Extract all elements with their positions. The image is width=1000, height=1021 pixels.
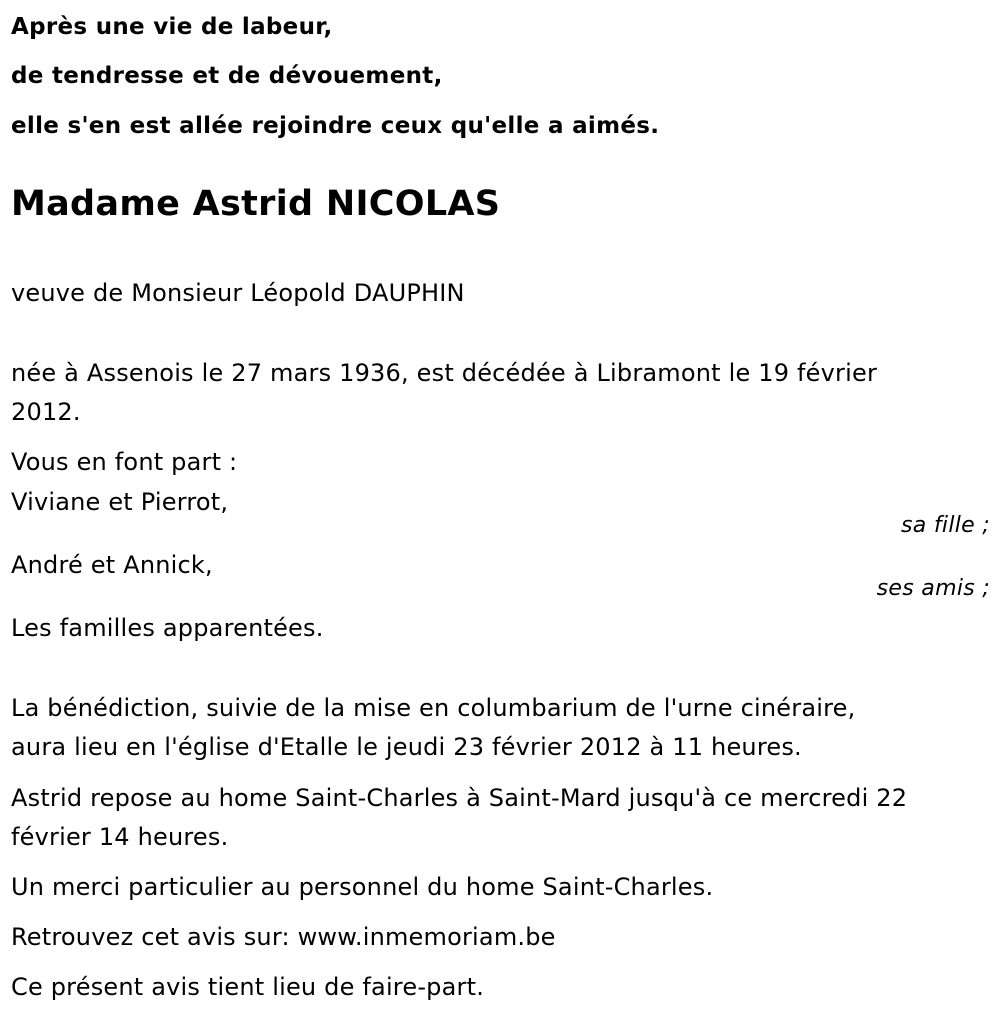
viewing-line-2: février 14 heures. [11,823,229,851]
family-relation: ses amis ; [876,576,990,601]
ceremony-line-1: La bénédiction, suivie de la mise en columbarium de l'urne cinéraire, [11,694,856,722]
birth-death-line-2: 2012. [11,398,81,426]
birth-death-line-1: née à Assenois le 27 mars 1936, est décédée à Libramont le 19 février [11,359,878,387]
intro-line-2: de tendresse et de dévouement, [11,63,443,89]
family-relation: sa fille ; [901,513,990,538]
deceased-name: Madame Astrid NICOLAS [11,184,501,224]
thanks-line: Un merci particulier au personnel du home Saint-Charles. [11,873,714,901]
intro-line-1: Après une vie de labeur, [11,14,333,40]
family-names: André et Annick, [11,551,213,579]
closing-line: Ce présent avis tient lieu de faire-part. [11,973,485,1001]
related-families: Les familles apparentées. [11,614,324,642]
intro-line-3: elle s'en est allée rejoindre ceux qu'elle a aimés. [11,113,660,139]
announcement-intro: Vous en font part : [11,448,238,476]
family-names: Viviane et Pierrot, [11,488,229,516]
ceremony-line-2: aura lieu en l'église d'Etalle le jeudi 23 février 2012 à 11 heures. [11,733,802,761]
viewing-line-1: Astrid repose au home Saint-Charles à Saint-Mard jusqu'à ce mercredi 22 [11,784,908,812]
website-line: Retrouvez cet avis sur: www.inmemoriam.be [11,923,556,951]
spouse-line: veuve de Monsieur Léopold DAUPHIN [11,279,465,307]
